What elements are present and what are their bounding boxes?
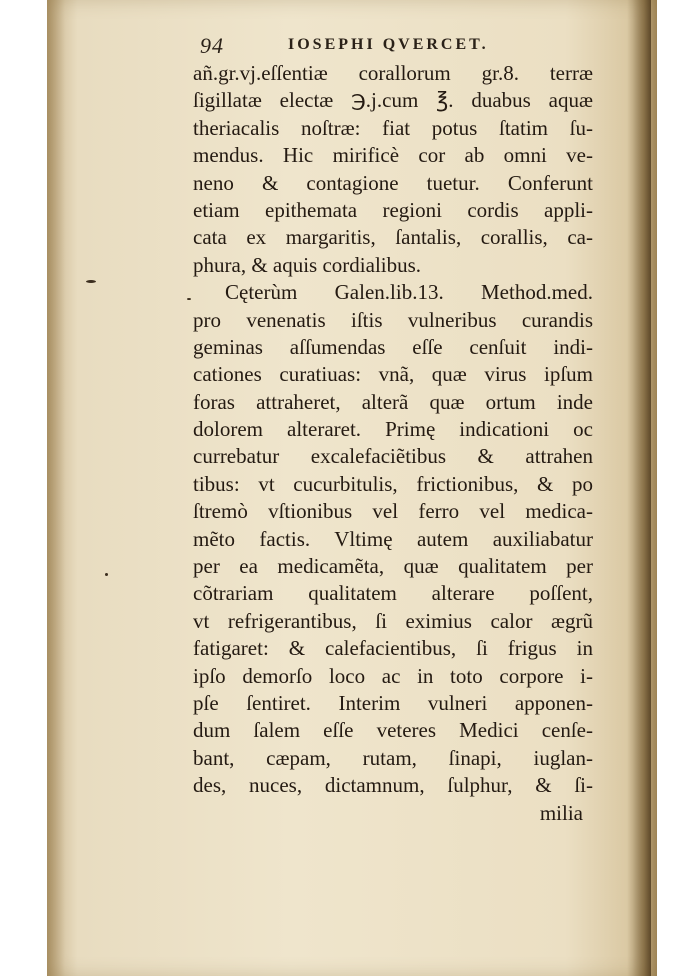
text-line: ſigillatæ electæ ℈.j.cum ℥. duabus aquæ — [193, 88, 593, 113]
page-gutter-shadow — [47, 0, 65, 976]
text-line: des, nuces, dictamnum, ſulphur, & ſi- — [193, 773, 593, 798]
ink-speck — [86, 280, 96, 283]
text-line: fatigaret: & calefacientibus, ſi frigus in — [193, 636, 593, 661]
text-line: dum ſalem eſſe veteres Medici cenſe- — [193, 718, 593, 743]
text-line: theriacalis noſtræ: fiat potus ſtatim ſu- — [193, 115, 593, 140]
text-line: Cęterùm Galen.lib.13. Method.med. — [225, 280, 593, 305]
text-line: dolorem alteraret. Primę indicationi oc — [193, 417, 593, 442]
text-line: foras attraheret, alterã quæ ortum inde — [193, 389, 593, 414]
ink-speck — [105, 573, 108, 576]
text-line: neno & contagione tuetur. Conferunt — [193, 170, 593, 195]
ink-speck — [187, 298, 191, 300]
text-line: pſe ſentiret. Interim vulneri apponen- — [193, 690, 593, 715]
text-line: geminas aſſumendas eſſe cenſuit indi- — [193, 334, 593, 359]
text-line: pro venenatis iſtis vulneribus curandis — [193, 307, 593, 332]
text-line: cationes curatiuas: vnã, quæ virus ipſum — [193, 362, 593, 387]
body-text — [193, 60, 593, 827]
text-line: tibus: vt cucurbitulis, frictionibus, & po — [193, 471, 593, 496]
text-line: phura, & aquis cordialibus. — [193, 252, 422, 277]
text-line: mendus. Hic mirificè cor ab omni ve- — [193, 143, 593, 168]
page-number: 94 — [200, 33, 224, 58]
text-line: bant, cæpam, rutam, ſinapi, iuglan- — [193, 745, 593, 770]
running-head: IOSEPHI QVERCET. — [288, 36, 489, 53]
text-line: currebatur excalefaciẽtibus & attrahen — [193, 444, 593, 469]
page-header — [200, 33, 540, 57]
text-line: ipſo demorſo loco ac in toto corpore i- — [193, 663, 593, 688]
text-line: ſtremò vſtionibus vel ferro vel medica- — [193, 499, 593, 524]
text-line: añ.gr.vj.eſſentiæ corallorum gr.8. terræ — [193, 61, 593, 85]
page-edge-shadow — [627, 0, 651, 976]
text-line: etiam epithemata regioni cordis appli- — [193, 197, 593, 222]
text-line: vt refrigerantibus, ſi eximius calor ægrũ — [193, 608, 593, 633]
text-line: mẽto factis. Vltimę autem auxiliabatur — [193, 526, 593, 551]
catchword: milia — [539, 800, 583, 825]
text-line: cata ex margaritis, ſantalis, corallis, ca- — [193, 225, 593, 250]
text-line: cõtrariam qualitatem alterare poſſent, — [193, 581, 593, 606]
text-line: per ea medicamẽta, quæ qualitatem per — [193, 554, 593, 579]
